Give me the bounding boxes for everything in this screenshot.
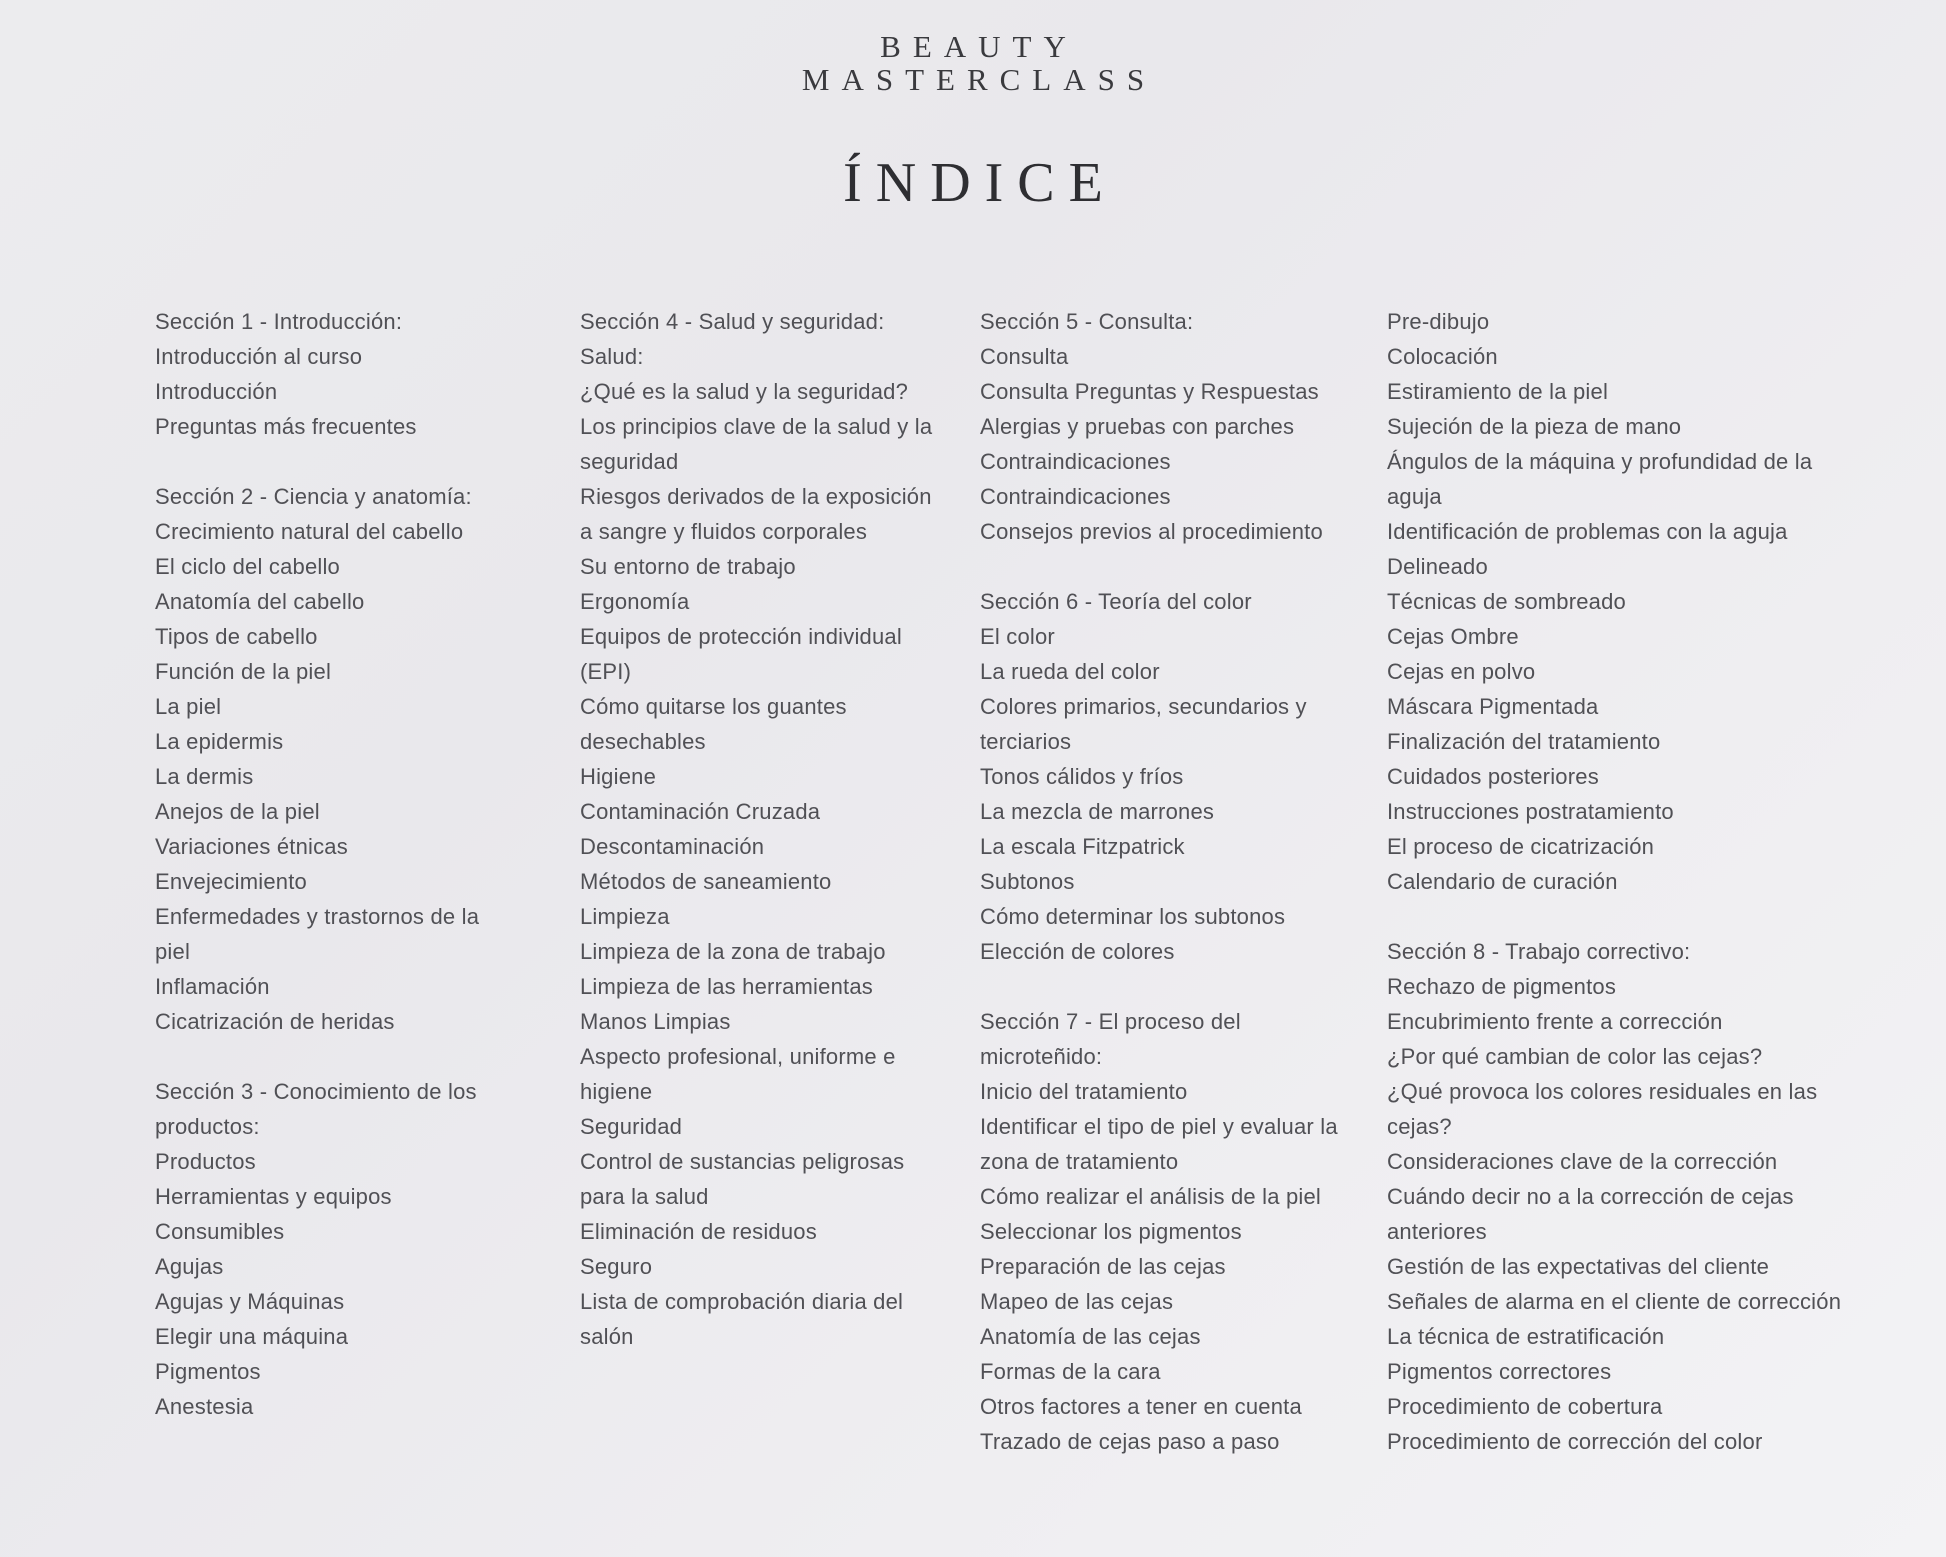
index-entry: Finalización del tratamiento	[1387, 729, 1661, 754]
index-entry: Preguntas más frecuentes	[155, 414, 417, 439]
index-entry: La rueda del color	[980, 659, 1160, 684]
section-heading: Sección 8 - Trabajo correctivo:	[1387, 939, 1691, 964]
index-entry: Variaciones étnicas	[155, 834, 348, 859]
section-heading: Sección 4 - Salud y seguridad:	[580, 309, 885, 334]
index-entry: Consideraciones clave de la corrección	[1387, 1149, 1778, 1174]
index-entry: El color	[980, 624, 1055, 649]
index-entry: Contraindicaciones	[980, 449, 1171, 474]
index-column-3	[980, 304, 1365, 1459]
index-entry: Su entorno de trabajo	[580, 554, 796, 579]
index-entry: ¿Por qué cambian de color las cejas?	[1387, 1044, 1763, 1069]
index-entry: Máscara Pigmentada	[1387, 694, 1599, 719]
section-heading: Sección 3 - Conocimiento de los productos:	[155, 1079, 477, 1139]
index-entry: Higiene	[580, 764, 657, 789]
index-entry: Introducción	[155, 379, 278, 404]
index-entry: Crecimiento natural del cabello	[155, 519, 464, 544]
index-entry: La técnica de estratificación	[1387, 1324, 1665, 1349]
index-entry: Consulta	[980, 344, 1069, 369]
section-heading: Sección 1 - Introducción:	[155, 309, 403, 334]
index-entry: Pre-dibujo	[1387, 309, 1490, 334]
index-entry: Gestión de las expectativas del cliente	[1387, 1254, 1770, 1279]
index-entry: Cejas Ombre	[1387, 624, 1519, 649]
section-heading: Sección 7 - El proceso del microteñido:	[980, 1009, 1241, 1069]
index-entry: Formas de la cara	[980, 1359, 1161, 1384]
brand-line-2: MASTERCLASS	[801, 62, 1157, 97]
index-entry: Alergias y pruebas con parches	[980, 414, 1295, 439]
index-entry: Métodos de saneamiento	[580, 869, 832, 894]
index-entry: Señales de alarma en el cliente de corrección	[1387, 1289, 1842, 1314]
index-entry: Instrucciones postratamiento	[1387, 799, 1674, 824]
index-entry: La escala Fitzpatrick	[980, 834, 1185, 859]
index-entry: El proceso de cicatrización	[1387, 834, 1655, 859]
index-entry: Trazado de cejas paso a paso	[980, 1429, 1280, 1454]
index-entry: Eliminación de residuos	[580, 1219, 817, 1244]
index-entry: Estiramiento de la piel	[1387, 379, 1609, 404]
index-entry: Tonos cálidos y fríos	[980, 764, 1184, 789]
index-entry: Limpieza	[580, 904, 670, 929]
index-entry: Cicatrización de heridas	[155, 1009, 395, 1034]
index-entry: Cuándo decir no a la corrección de cejas anteriores	[1387, 1184, 1794, 1244]
index-entry: Manos Limpias	[580, 1009, 731, 1034]
index-entry: Limpieza de la zona de trabajo	[580, 939, 886, 964]
index-entry: La dermis	[155, 764, 254, 789]
index-entry: La piel	[155, 694, 222, 719]
index-entry: Consejos previos al procedimiento	[980, 519, 1323, 544]
index-entry: Tipos de cabello	[155, 624, 318, 649]
index-entry: Procedimiento de cobertura	[1387, 1394, 1663, 1419]
index-entry: La epidermis	[155, 729, 284, 754]
index-column-1	[155, 304, 515, 1424]
index-entry: Cejas en polvo	[1387, 659, 1536, 684]
index-entry: Riesgos derivados de la exposición a sangre y fluidos corporales	[580, 484, 932, 544]
index-entry: Colocación	[1387, 344, 1498, 369]
index-entry: Subtonos	[980, 869, 1075, 894]
index-entry: Aspecto profesional, uniforme e higiene	[580, 1044, 896, 1104]
index-entry: Productos	[155, 1149, 256, 1174]
index-entry: Seguridad	[580, 1114, 683, 1139]
section-spacer	[980, 549, 1365, 584]
index-entry: El ciclo del cabello	[155, 554, 340, 579]
section-spacer	[980, 969, 1365, 1004]
index-entry: Inicio del tratamiento	[980, 1079, 1188, 1104]
index-entry: Delineado	[1387, 554, 1488, 579]
section-spacer	[155, 1039, 515, 1074]
section-spacer	[1387, 899, 1847, 934]
index-entry: Pigmentos correctores	[1387, 1359, 1612, 1384]
index-entry: Identificación de problemas con la aguja	[1387, 519, 1788, 544]
index-entry: Anejos de la piel	[155, 799, 320, 824]
section-heading: Sección 2 - Ciencia y anatomía:	[155, 484, 472, 509]
index-entry: Cómo quitarse los guantes desechables	[580, 694, 847, 754]
index-entry: Control de sustancias peligrosas para la salud	[580, 1149, 905, 1209]
index-entry: Pigmentos	[155, 1359, 261, 1384]
index-entry: Función de la piel	[155, 659, 332, 684]
index-entry: Anatomía del cabello	[155, 589, 365, 614]
index-entry: Elección de colores	[980, 939, 1175, 964]
index-entry: Cuidados posteriores	[1387, 764, 1599, 789]
index-entry: ¿Qué provoca los colores residuales en las cejas?	[1387, 1079, 1818, 1139]
section-heading: Sección 5 - Consulta:	[980, 309, 1194, 334]
index-entry: Calendario de curación	[1387, 869, 1618, 894]
index-entry: Contaminación Cruzada	[580, 799, 821, 824]
brand-line-1: BEAUTY	[880, 29, 1078, 64]
index-entry: Procedimiento de corrección del color	[1387, 1429, 1763, 1454]
index-entry: Identificar el tipo de piel y evaluar la zona de tratamiento	[980, 1114, 1338, 1174]
index-entry: Elegir una máquina	[155, 1324, 349, 1349]
index-entry: Los principios clave de la salud y la seguridad	[580, 414, 933, 474]
index-entry: Anestesia	[155, 1394, 254, 1419]
index-entry: Consulta Preguntas y Respuestas	[980, 379, 1319, 404]
index-entry: Limpieza de las herramientas	[580, 974, 873, 999]
index-entry: Herramientas y equipos	[155, 1184, 392, 1209]
index-entry: Colores primarios, secundarios y terciarios	[980, 694, 1307, 754]
index-entry: Encubrimiento frente a corrección	[1387, 1009, 1723, 1034]
section-heading: Sección 6 - Teoría del color	[980, 589, 1252, 614]
index-entry: Descontaminación	[580, 834, 765, 859]
index-column-4	[1387, 304, 1847, 1459]
index-entry: Sujeción de la pieza de mano	[1387, 414, 1682, 439]
index-entry: Otros factores a tener en cuenta	[980, 1394, 1302, 1419]
index-entry: Equipos de protección individual (EPI)	[580, 624, 902, 684]
index-entry: Introducción al curso	[155, 344, 363, 369]
index-entry: Mapeo de las cejas	[980, 1289, 1174, 1314]
index-entry: Cómo determinar los subtonos	[980, 904, 1286, 929]
index-entry: Envejecimiento	[155, 869, 307, 894]
index-entry: Consumibles	[155, 1219, 285, 1244]
index-entry: Preparación de las cejas	[980, 1254, 1226, 1279]
page-title	[0, 150, 1946, 216]
index-column-2	[580, 304, 940, 1354]
index-entry: Anatomía de las cejas	[980, 1324, 1201, 1349]
index-entry: Agujas	[155, 1254, 224, 1279]
brand-logo	[0, 30, 1946, 96]
section-spacer	[155, 444, 515, 479]
index-entry: La mezcla de marrones	[980, 799, 1215, 824]
index-entry: Seguro	[580, 1254, 653, 1279]
index-entry: Inflamación	[155, 974, 270, 999]
index-entry: Cómo realizar el análisis de la piel	[980, 1184, 1322, 1209]
index-entry: Ergonomía	[580, 589, 690, 614]
index-entry: Lista de comprobación diaria del salón	[580, 1289, 904, 1349]
index-entry: Seleccionar los pigmentos	[980, 1219, 1242, 1244]
index-entry: Rechazo de pigmentos	[1387, 974, 1617, 999]
index-entry: Ángulos de la máquina y profundidad de la aguja	[1387, 449, 1813, 509]
index-entry: ¿Qué es la salud y la seguridad?	[580, 379, 909, 404]
index-entry: Contraindicaciones	[980, 484, 1171, 509]
index-entry: Salud:	[580, 344, 644, 369]
page-title-text: ÍNDICE	[843, 152, 1117, 214]
index-entry: Agujas y Máquinas	[155, 1289, 345, 1314]
index-entry: Técnicas de sombreado	[1387, 589, 1626, 614]
index-entry: Enfermedades y trastornos de la piel	[155, 904, 480, 964]
